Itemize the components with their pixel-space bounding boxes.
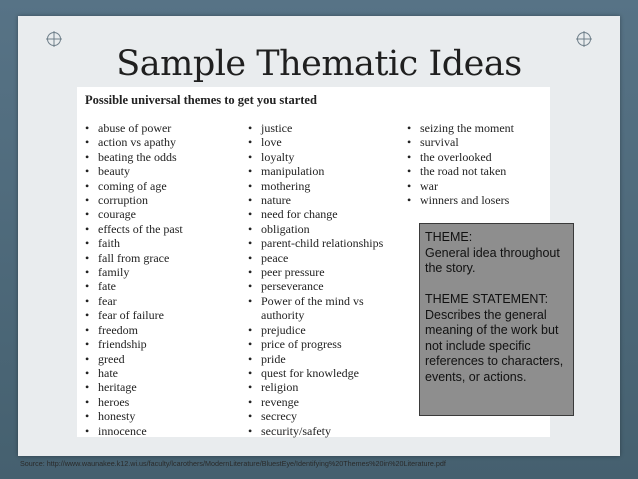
themes-heading: Possible universal themes to get you started xyxy=(85,93,317,107)
theme-list-item: • coming of age xyxy=(85,179,183,193)
theme-list-item: • love xyxy=(248,135,391,149)
theme-list-item: • faith xyxy=(85,236,183,250)
theme-list-item: • beauty xyxy=(85,164,183,178)
theme-list-item: • hate xyxy=(85,366,183,380)
theme-list-item: • family xyxy=(85,265,183,279)
theme-statement-label: THEME STATEMENT: xyxy=(425,292,549,306)
theme-list-item: • friendship xyxy=(85,337,183,351)
themes-column-1 xyxy=(85,121,183,438)
theme-list-item: • seizing the moment xyxy=(407,121,514,135)
theme-list-item: • the road not taken xyxy=(407,164,514,178)
theme-list-item: • nature xyxy=(248,193,391,207)
theme-list-item: • secrecy xyxy=(248,409,391,423)
themes-column-3 xyxy=(407,121,514,207)
theme-list-item: • price of progress xyxy=(248,337,391,351)
theme-definition: General idea throughout the story. xyxy=(425,245,560,275)
theme-list-item: • beating the odds xyxy=(85,150,183,164)
theme-list-item: • parent-child relationships xyxy=(248,236,391,250)
theme-list-item: • winners and losers xyxy=(407,193,514,207)
theme-list-item: • action vs apathy xyxy=(85,135,183,149)
source-citation: Source: http://www.waunakee.k12.wi.us/faculty/lcarothers/ModernLiterature/BluestEye/Identifying%20Themes%20in%20Literature.pdf xyxy=(20,459,446,468)
theme-list-item: • Power of the mind vs authority xyxy=(248,294,391,323)
theme-list-item: • fate xyxy=(85,279,183,293)
theme-list-item: • abuse of power xyxy=(85,121,183,135)
theme-list-item: • peer pressure xyxy=(248,265,391,279)
theme-list-item: • manipulation xyxy=(248,164,391,178)
theme-list-item: • pride xyxy=(248,352,391,366)
theme-label: THEME: xyxy=(425,230,473,244)
theme-list-item: • prejudice xyxy=(248,323,391,337)
theme-list-item: • fall from grace xyxy=(85,251,183,265)
theme-list-item: • justice xyxy=(248,121,391,135)
theme-list-item: • the overlooked xyxy=(407,150,514,164)
theme-list-item: • perseverance xyxy=(248,279,391,293)
definition-box xyxy=(419,223,574,416)
theme-list-item: • loyalty xyxy=(248,150,391,164)
theme-list-item: • need for change xyxy=(248,207,391,221)
theme-list-item: • freedom xyxy=(85,323,183,337)
theme-list-item: • innocence xyxy=(85,424,183,438)
theme-list-item: • heroes xyxy=(85,395,183,409)
theme-list-item: • quest for knowledge xyxy=(248,366,391,380)
theme-statement-definition: Describes the general meaning of the work but not include specific references to characters, events, or actions. xyxy=(425,307,564,384)
theme-list-item: • war xyxy=(407,179,514,193)
theme-list-item: • greed xyxy=(85,352,183,366)
theme-list-item: • obligation xyxy=(248,222,391,236)
themes-column-2 xyxy=(248,121,391,438)
theme-list-item: • fear xyxy=(85,294,183,308)
theme-list-item: • mothering xyxy=(248,179,391,193)
theme-list-item: • heritage xyxy=(85,380,183,394)
theme-list-item: • corruption xyxy=(85,193,183,207)
slide-title: Sample Thematic Ideas xyxy=(116,44,522,84)
theme-list-item: • survival xyxy=(407,135,514,149)
theme-list-item: • courage xyxy=(85,207,183,221)
theme-list-item: • security/safety xyxy=(248,424,391,438)
theme-list-item: • peace xyxy=(248,251,391,265)
theme-list-item: • effects of the past xyxy=(85,222,183,236)
theme-list-item: • revenge xyxy=(248,395,391,409)
theme-list-item: • religion xyxy=(248,380,391,394)
theme-list-item: • honesty xyxy=(85,409,183,423)
theme-list-item: • fear of failure xyxy=(85,308,183,322)
